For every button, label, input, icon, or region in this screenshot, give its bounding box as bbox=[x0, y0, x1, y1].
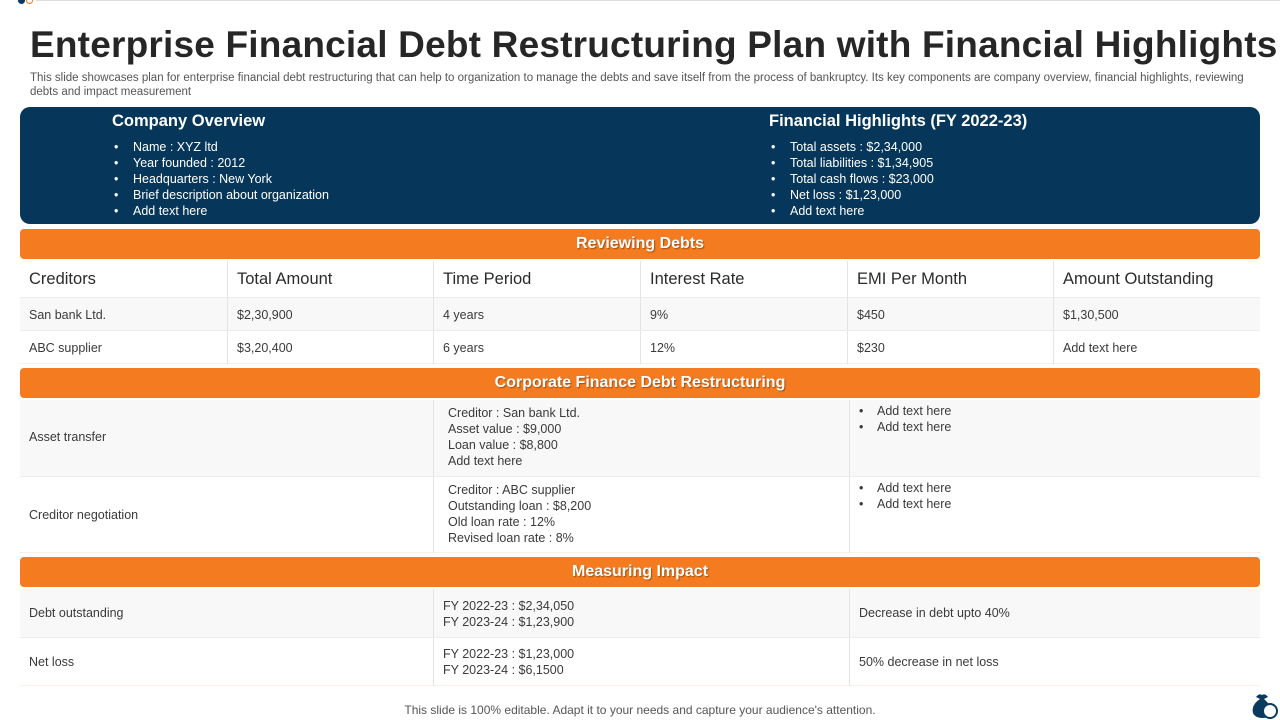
table-cell: $3,20,400 bbox=[227, 331, 433, 364]
detail-line: Revised loan rate : 8% bbox=[448, 531, 574, 545]
column-header: Interest Rate bbox=[640, 261, 847, 297]
row-label: Debt outstanding bbox=[29, 606, 124, 620]
list-item: • Year founded : 2012 bbox=[112, 155, 329, 171]
list-item: • Brief description about organization bbox=[112, 187, 329, 203]
table-cell: 9% bbox=[640, 298, 847, 330]
list-item: • Total cash flows : $23,000 bbox=[769, 171, 1027, 187]
reviewing-debts-table bbox=[20, 261, 1260, 364]
detail-line: Loan value : $8,800 bbox=[448, 438, 558, 452]
footer-note: This slide is 100% editable. Adapt it to your needs and capture your audience's attention. bbox=[404, 703, 876, 717]
column-header: Creditors bbox=[29, 270, 96, 288]
table-cell: 6 years bbox=[433, 331, 640, 364]
detail-line: Add text here bbox=[448, 454, 523, 468]
table-row bbox=[20, 400, 1260, 476]
list-item: • Add text here bbox=[859, 419, 1254, 435]
measuring-impact-header: Measuring Impact bbox=[20, 557, 1260, 587]
value-line: FY 2022-23 : $2,34,050 bbox=[443, 599, 575, 613]
financial-highlights bbox=[769, 111, 1027, 219]
detail-cell bbox=[433, 477, 849, 553]
detail-line: Outstanding loan : $8,200 bbox=[448, 499, 592, 513]
table-row bbox=[20, 476, 1260, 553]
detail-cell bbox=[433, 400, 849, 476]
restructuring-header: Corporate Finance Debt Restructuring bbox=[20, 368, 1260, 398]
column-header: EMI Per Month bbox=[847, 261, 1053, 297]
table-cell: Add text here bbox=[1053, 331, 1260, 364]
table-cell: $2,30,900 bbox=[227, 298, 433, 330]
table-header-row bbox=[20, 261, 1260, 297]
list-item: • Add text here bbox=[859, 480, 1254, 496]
values-cell bbox=[433, 638, 849, 686]
table-cell: 4 years bbox=[433, 298, 640, 330]
detail-line: Asset value : $9,000 bbox=[448, 422, 562, 436]
table-cell: San bank Ltd. bbox=[29, 308, 107, 322]
detail-line: Old loan rate : 12% bbox=[448, 515, 556, 529]
table-cell: ABC supplier bbox=[29, 341, 102, 355]
decorative-dots bbox=[18, 0, 38, 6]
row-label: Net loss bbox=[29, 655, 75, 669]
row-label: Creditor negotiation bbox=[29, 508, 139, 522]
value-line: FY 2022-23 : $1,23,000 bbox=[443, 647, 575, 661]
detail-line: Creditor : ABC supplier bbox=[448, 483, 576, 497]
list-item: • Add text here bbox=[859, 496, 1254, 512]
value-line: FY 2023-24 : $1,23,900 bbox=[443, 615, 575, 629]
list-item: • Add text here bbox=[859, 403, 1254, 419]
slide-subtitle: This slide showcases plan for enterprise financial debt restructuring that can help to organization to manage the debts and save itself from the process of bankruptcy. Its key components are company overview, financial highlights, reviewing debts and impact measurement bbox=[30, 72, 1244, 98]
list-item: • Name : XYZ ltd bbox=[112, 139, 329, 155]
row-label: Asset transfer bbox=[29, 430, 107, 444]
result-cell: 50% decrease in net loss bbox=[849, 638, 1260, 686]
list-item: • Net loss : $1,23,000 bbox=[769, 187, 1027, 203]
column-header: Total Amount bbox=[227, 261, 433, 297]
values-cell bbox=[433, 589, 849, 637]
restructuring-table bbox=[20, 400, 1260, 553]
table-cell: 12% bbox=[640, 331, 847, 364]
list-item: • Add text here bbox=[769, 203, 1027, 219]
result-cell: Decrease in debt upto 40% bbox=[849, 589, 1260, 637]
money-bag-icon bbox=[1248, 689, 1278, 719]
value-line: FY 2023-24 : $6,1500 bbox=[443, 663, 564, 677]
table-row bbox=[20, 589, 1260, 637]
financial-highlights-heading: Financial Highlights (FY 2022-23) bbox=[769, 112, 1028, 130]
table-cell: $450 bbox=[847, 298, 1053, 330]
table-row bbox=[20, 297, 1260, 330]
notes-cell bbox=[849, 477, 1260, 553]
list-item: • Total liabilities : $1,34,905 bbox=[769, 155, 1027, 171]
notes-cell bbox=[849, 400, 1260, 476]
slide-title: Enterprise Financial Debt Restructuring Plan with Financial Highlights bbox=[30, 24, 1278, 65]
overview-panel bbox=[20, 107, 1260, 224]
company-overview bbox=[112, 111, 329, 219]
table-cell: $230 bbox=[847, 331, 1053, 364]
detail-line: Creditor : San bank Ltd. bbox=[448, 406, 581, 420]
table-cell: $1,30,500 bbox=[1053, 298, 1260, 330]
column-header: Amount Outstanding bbox=[1053, 261, 1260, 297]
table-row bbox=[20, 330, 1260, 364]
list-item: • Headquarters : New York bbox=[112, 171, 329, 187]
company-overview-heading: Company Overview bbox=[112, 112, 266, 130]
company-overview-list bbox=[112, 139, 329, 219]
column-header: Time Period bbox=[433, 261, 640, 297]
reviewing-debts-header: Reviewing Debts bbox=[20, 229, 1260, 259]
financial-highlights-list bbox=[769, 139, 1027, 219]
top-divider bbox=[36, 0, 1280, 1]
list-item: • Total assets : $2,34,000 bbox=[769, 139, 1027, 155]
table-row bbox=[20, 637, 1260, 686]
list-item: • Add text here bbox=[112, 203, 329, 219]
impact-table bbox=[20, 589, 1260, 686]
